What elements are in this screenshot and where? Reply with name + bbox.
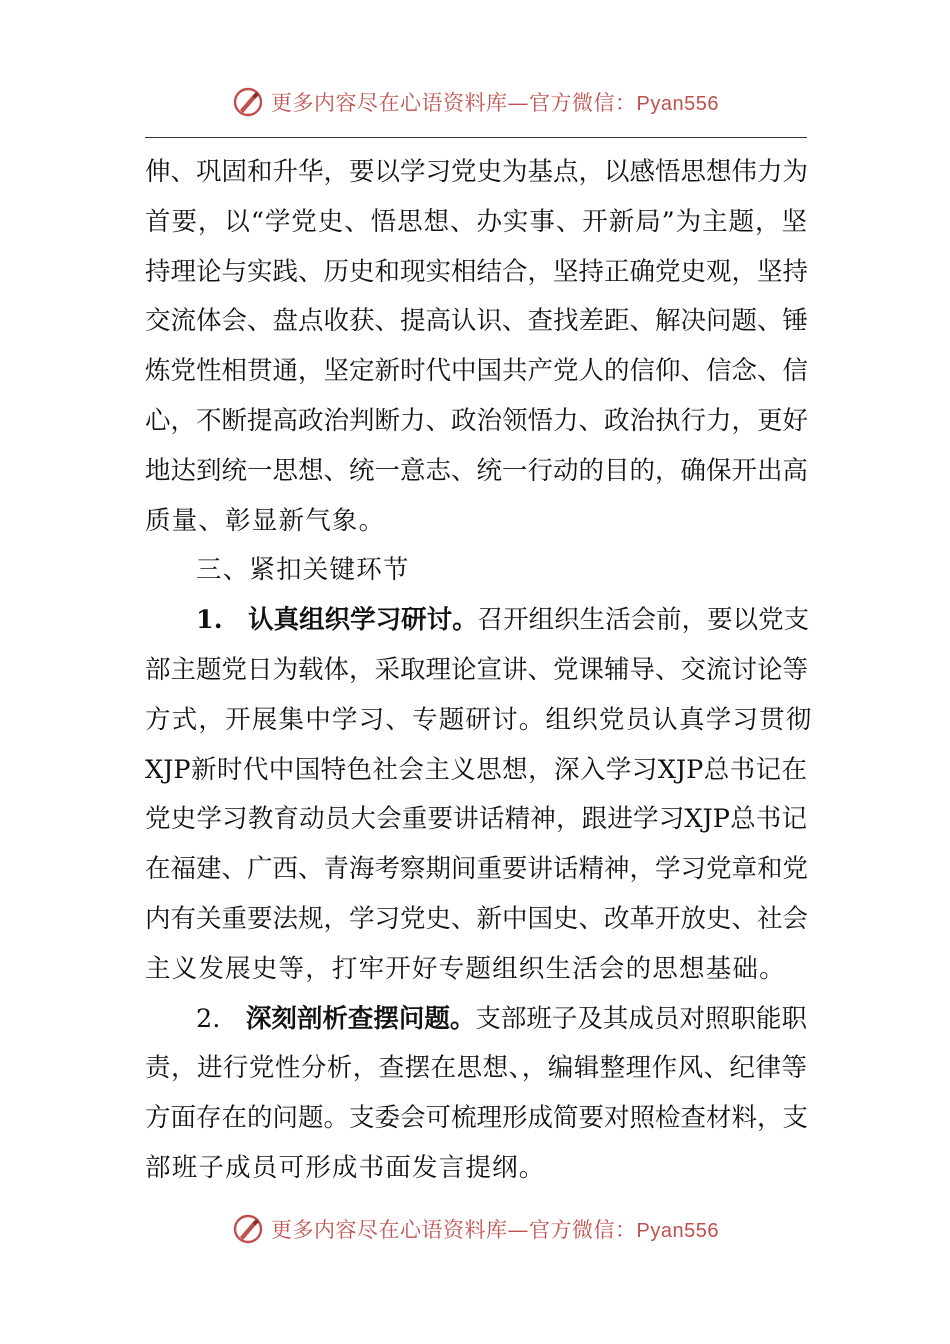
item-2-text: 支部班子及其成员对照职能职 [475, 1003, 807, 1034]
header-rule [145, 137, 807, 138]
text-line: 伸、巩固和升华，要以学习党史为基点，以感悟思想伟力为 [145, 157, 809, 187]
item-1-text: 召开组织生活会前，要以党支 [477, 605, 810, 636]
text-line: 首要，以“学党史、悟思想、办实事、开新局”为主题，坚 [145, 206, 807, 237]
item-2-number: 2. [196, 1003, 221, 1034]
text-line: 党史学习教育动员大会重要讲话精神，跟进学习XJP总书记 [145, 804, 807, 835]
item-2-first-line [145, 995, 807, 1045]
watermark-banner-top [0, 80, 950, 124]
text-line: 部主题党日为载体，采取理论宣讲、党课辅导、交流讨论等 [145, 654, 809, 685]
text-line: XJP新时代中国特色社会主义思想，深入学习XJP总书记在 [145, 754, 807, 785]
text-line: 地达到统一思想、统一意志、统一行动的目的，确保开出高 [145, 455, 809, 486]
text-line: 方式，开展集中学习、专题研讨。组织党员认真学习贯彻 [145, 704, 813, 735]
section-heading: 三、紧扣关键环节 [196, 555, 410, 586]
text-line: 交流体会、盘点收获、提高认识、查找差距、解决问题、锤 [145, 306, 809, 337]
text-line: 主义发展史等，打牢开好专题组织生活会的思想基础。 [145, 953, 786, 984]
text-line: 质量、彰显新气象。 [145, 505, 386, 536]
document-body [145, 148, 813, 1194]
text-line: 责，进行党性分析，查摆在思想、，编辑整理作风、纪律等 [145, 1053, 807, 1084]
item-2-title: 深刻剖析查摆问题。 [245, 1003, 476, 1034]
pen-circle-logo-icon [231, 1212, 265, 1246]
text-line: 方面存在的问题。支委会可梳理形成简要对照检查材料，支 [145, 1103, 809, 1134]
text-line: 在福建、广西、青海考察期间重要讲话精神，学习党章和党 [145, 854, 809, 885]
watermark-text: 更多内容尽在心语资料库—官方微信：Pyan556 [271, 91, 719, 115]
item-1-number: 1. [196, 605, 223, 636]
text-line: 内有关重要法规，学习党史、新中国史、改革开放史、社会 [145, 903, 809, 934]
pen-circle-logo-icon [231, 85, 265, 119]
text-line: 心，不断提高政治判断力、政治领悟力、政治执行力，更好 [145, 405, 809, 436]
text-line: 炼党性相贯通，坚定新时代中国共产党人的信仰、信念、信 [145, 356, 809, 387]
item-1-first-line [145, 596, 810, 646]
item-1-title: 认真组织学习研讨。 [248, 605, 478, 636]
watermark-banner-bottom [0, 1207, 950, 1251]
text-line: 持理论与实践、历史和现实相结合，坚持正确党史观，坚持 [145, 256, 809, 287]
text-line: 部班子成员可形成书面发言提纲。 [145, 1152, 546, 1183]
watermark-text: 更多内容尽在心语资料库—官方微信：Pyan556 [271, 1218, 719, 1242]
